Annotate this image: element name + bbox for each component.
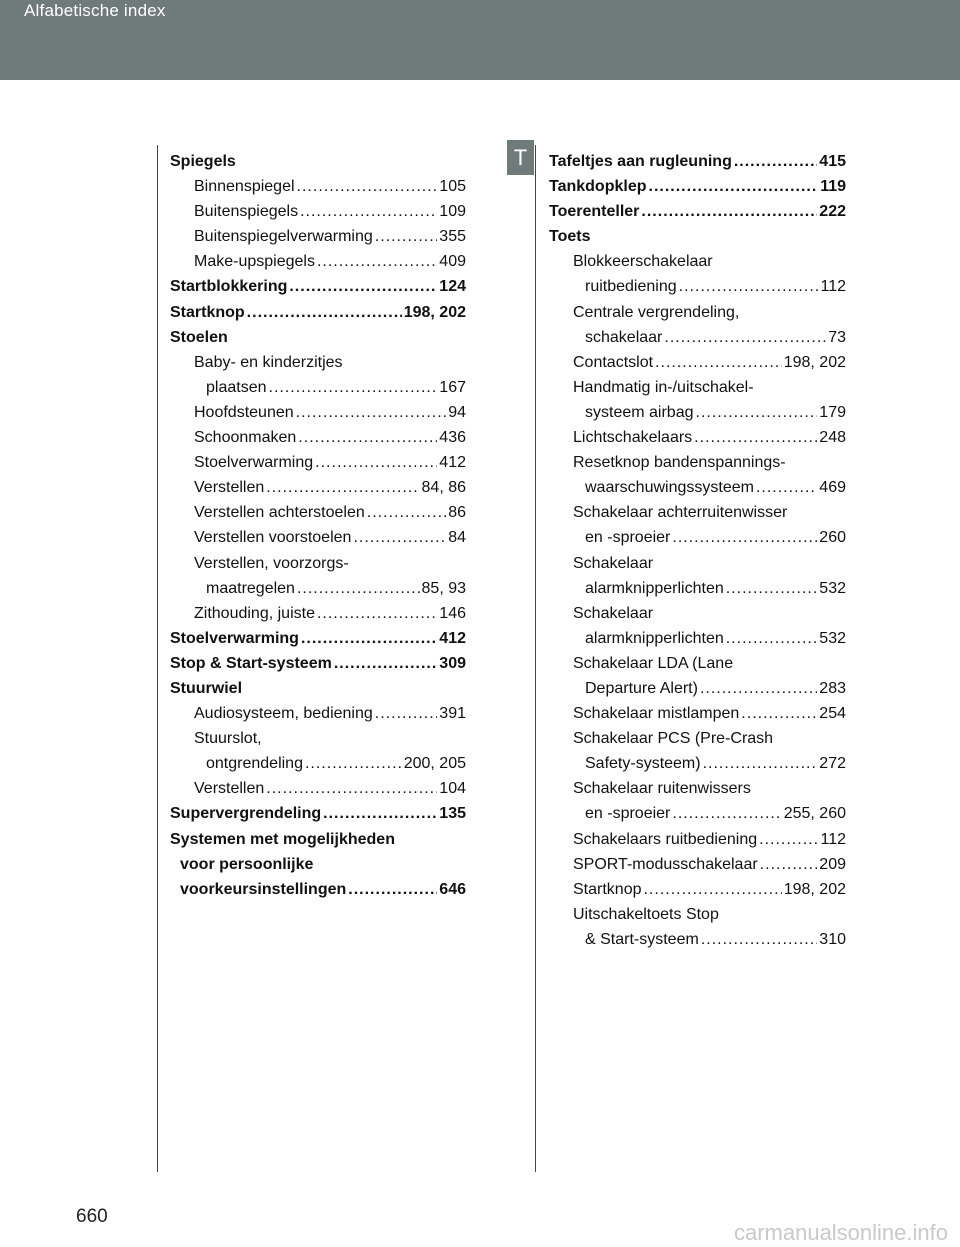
index-page-ref: 209 (819, 855, 846, 873)
dot-leader (734, 149, 817, 174)
dot-leader (315, 450, 437, 475)
index-page-ref: 119 (820, 178, 846, 196)
dot-leader (289, 274, 437, 299)
index-term: alarmknipperlichten (585, 579, 724, 597)
index-entry (549, 852, 846, 877)
index-page-ref: 532 (819, 629, 846, 647)
index-term: Make-upspiegels (194, 253, 315, 271)
letter-tab: T (507, 140, 534, 175)
dot-leader (266, 776, 437, 801)
index-term: Tankdopklep (549, 178, 647, 196)
dot-leader (348, 877, 437, 902)
index-column-right (549, 149, 846, 952)
dot-leader (672, 525, 817, 550)
index-entry (549, 475, 846, 500)
index-entry (170, 450, 466, 475)
column-divider-left (157, 145, 158, 1172)
dot-leader (297, 174, 438, 199)
index-page-ref: 415 (819, 153, 846, 170)
index-term: Schakelaar LDA (Lane (573, 654, 734, 672)
index-term: Tafeltjes aan rugleuning (549, 153, 732, 170)
index-page-ref: 112 (820, 830, 846, 848)
dot-leader (247, 300, 402, 325)
dot-leader (317, 601, 437, 626)
index-term: Handmatig in-/uitschakel- (573, 378, 754, 396)
index-page-ref: 198, 202 (403, 303, 466, 321)
index-term: Audiosysteem, bediening (194, 705, 373, 723)
dot-leader (300, 199, 437, 224)
index-entry (170, 626, 466, 651)
index-entry (549, 902, 846, 927)
index-entry (549, 525, 846, 550)
index-entry (170, 249, 466, 274)
dot-leader (297, 576, 420, 601)
index-entry (549, 249, 846, 274)
index-page-ref: 646 (439, 880, 466, 898)
index-entry (549, 877, 846, 902)
index-term: Startblokkering (170, 278, 288, 296)
index-entry (549, 601, 846, 626)
index-term: voorkeursinstellingen (180, 880, 347, 898)
dot-leader (759, 827, 818, 852)
dot-leader (301, 626, 437, 651)
index-entry (170, 601, 466, 626)
index-term: Hoofdsteunen (194, 403, 294, 421)
dot-leader (741, 701, 817, 726)
index-page-ref: 412 (439, 454, 466, 472)
index-entry (549, 551, 846, 576)
index-page-ref: 355 (439, 228, 466, 246)
index-entry (549, 350, 846, 375)
index-term: Buitenspiegelverwarming (194, 228, 373, 246)
index-term: Zithouding, juiste (194, 604, 315, 622)
index-term: Buitenspiegels (194, 203, 299, 221)
index-term: Stuurwiel (170, 679, 243, 697)
index-entry (549, 651, 846, 676)
index-entry (549, 325, 846, 350)
index-term: Spiegels (170, 153, 236, 170)
dot-leader (726, 626, 818, 651)
index-entry (549, 751, 846, 776)
index-entry (170, 325, 466, 350)
index-page-ref: 469 (819, 479, 846, 497)
dot-leader (655, 350, 782, 375)
index-entry (170, 676, 466, 701)
column-divider-middle (535, 145, 536, 1172)
index-entry (549, 827, 846, 852)
index-term: Departure Alert) (585, 679, 698, 697)
index-term: Startknop (170, 303, 245, 321)
index-page-ref: 124 (439, 278, 466, 296)
index-entry (549, 375, 846, 400)
index-entry (549, 776, 846, 801)
index-page-ref: 198, 202 (783, 353, 846, 371)
index-entry (549, 300, 846, 325)
index-page-ref: 179 (819, 403, 846, 421)
index-term: SPORT-modusschakelaar (573, 855, 758, 873)
index-term: schakelaar (585, 328, 663, 346)
index-term: Resetknop bandenspannings- (573, 454, 786, 472)
index-term: Stoelverwarming (194, 454, 314, 472)
index-page-ref: 105 (439, 178, 466, 196)
index-entry (549, 400, 846, 425)
index-term: Verstellen achterstoelen (194, 504, 365, 522)
dot-leader (760, 852, 818, 877)
index-term: Supervergrendeling (170, 805, 322, 823)
index-term: Toerenteller (549, 203, 640, 221)
index-entry (170, 726, 466, 751)
index-entry (170, 751, 466, 776)
index-page-ref: 109 (439, 203, 466, 221)
index-entry (170, 500, 466, 525)
index-term: Schakelaar mistlampen (573, 705, 740, 723)
index-entry (170, 199, 466, 224)
index-entry (549, 927, 846, 952)
dot-leader (305, 751, 402, 776)
index-page-ref: 391 (439, 705, 466, 723)
dot-leader (700, 676, 817, 701)
index-page-ref: 412 (439, 629, 466, 647)
index-term: Schakelaars ruitbediening (573, 830, 758, 848)
index-page-ref: 200, 205 (403, 755, 466, 773)
index-term: Contactslot (573, 353, 654, 371)
index-term: Stoelen (170, 328, 228, 346)
index-page-ref: 532 (819, 579, 846, 597)
dot-leader (296, 400, 447, 425)
index-term: Schakelaar achterruitenwisser (573, 504, 788, 522)
index-entry (170, 274, 466, 299)
index-term: Schakelaar ruitenwissers (573, 780, 751, 798)
index-term: Verstellen voorstoelen (194, 529, 352, 547)
index-entry (549, 701, 846, 726)
dot-leader (643, 877, 781, 902)
index-entry (170, 350, 466, 375)
index-entry (549, 174, 846, 199)
index-term: en -sproeier (585, 805, 671, 823)
index-entry (170, 375, 466, 400)
index-term: Schoonmaken (194, 429, 297, 447)
index-term: maatregelen (206, 579, 295, 597)
index-entry (170, 877, 466, 902)
index-entry (170, 300, 466, 325)
index-entry (549, 224, 846, 249)
index-page-ref: 222 (819, 203, 846, 221)
index-page-ref: 112 (820, 278, 846, 296)
index-page-ref: 409 (439, 253, 466, 271)
index-page-ref: 260 (819, 529, 846, 547)
index-term: Stop & Start-systeem (170, 654, 332, 672)
index-page-ref: 135 (439, 805, 466, 823)
index-entry (170, 400, 466, 425)
dot-leader (641, 199, 817, 224)
index-entry (170, 827, 466, 852)
index-page-ref: 94 (448, 403, 466, 421)
index-entry (549, 726, 846, 751)
index-term: ruitbediening (585, 278, 677, 296)
dot-leader (649, 174, 819, 199)
dot-leader (726, 576, 818, 601)
dot-leader (334, 651, 437, 676)
index-entry (549, 425, 846, 450)
index-entry (170, 425, 466, 450)
index-entry (170, 651, 466, 676)
dot-leader (367, 500, 446, 525)
index-page-ref: 254 (819, 705, 846, 723)
index-page-ref: 310 (819, 930, 846, 948)
index-entry (549, 801, 846, 826)
dot-leader (269, 375, 438, 400)
index-entry (170, 475, 466, 500)
dot-leader (375, 701, 438, 726)
dot-leader (317, 249, 437, 274)
index-term: Schakelaar (573, 604, 654, 622)
index-term: Verstellen, voorzorgs- (194, 554, 349, 572)
index-entry (170, 525, 466, 550)
index-term: Binnenspiegel (194, 178, 295, 196)
index-entry (549, 500, 846, 525)
index-term: systeem airbag (585, 403, 694, 421)
index-term: voor persoonlijke (180, 855, 314, 873)
index-entry (549, 199, 846, 224)
index-term: en -sproeier (585, 529, 671, 547)
index-term: Systemen met mogelijkheden (170, 830, 395, 848)
dot-leader (266, 475, 419, 500)
index-page-ref: 85, 93 (421, 579, 466, 597)
dot-leader (375, 224, 438, 249)
index-entry (170, 801, 466, 826)
dot-leader (672, 801, 781, 826)
index-term: Verstellen (194, 780, 265, 798)
index-page-ref: 167 (439, 378, 466, 396)
index-term: Uitschakeltoets Stop (573, 905, 719, 923)
index-term: Stuurslot, (194, 730, 262, 748)
dot-leader (756, 475, 817, 500)
index-entry (170, 551, 466, 576)
index-page-ref: 104 (439, 780, 466, 798)
index-entry (170, 852, 466, 877)
index-term: Stoelverwarming (170, 629, 299, 647)
index-term: Blokkeerschakelaar (573, 253, 713, 271)
index-page-ref: 309 (439, 654, 466, 672)
dot-leader (664, 325, 826, 350)
index-entry (170, 701, 466, 726)
header-band (0, 0, 960, 80)
index-term: Verstellen (194, 479, 265, 497)
index-page-ref: 146 (439, 604, 466, 622)
index-term: Toets (549, 228, 591, 246)
index-page-ref: 283 (819, 679, 846, 697)
index-page-ref: 73 (828, 328, 846, 346)
index-term: Schakelaar PCS (Pre-Crash (573, 730, 774, 748)
watermark: carmanualsonline.info (733, 1220, 948, 1245)
index-entry (549, 149, 846, 174)
index-page-ref: 248 (819, 429, 846, 447)
index-entry (170, 224, 466, 249)
index-term: Centrale vergrendeling, (573, 303, 740, 321)
index-term: Baby- en kinderzitjes (194, 353, 343, 371)
index-term: alarmknipperlichten (585, 629, 724, 647)
dot-leader (298, 425, 437, 450)
index-page-ref: 84, 86 (421, 479, 466, 497)
index-page-ref: 436 (439, 429, 466, 447)
index-page-ref: 255, 260 (783, 805, 846, 823)
index-term: waarschuwingssysteem (585, 479, 754, 497)
index-entry (549, 274, 846, 299)
index-entry (549, 450, 846, 475)
page-number: 660 (76, 1206, 108, 1227)
index-term: plaatsen (206, 378, 267, 396)
index-entry (549, 576, 846, 601)
index-page-ref: 272 (819, 755, 846, 773)
dot-leader (679, 274, 819, 299)
index-entry (549, 676, 846, 701)
index-page-ref: 86 (448, 504, 466, 522)
index-term: & Start-systeem (585, 930, 699, 948)
index-entry (170, 576, 466, 601)
index-entry (170, 149, 466, 174)
index-entry (549, 626, 846, 651)
index-entry (170, 174, 466, 199)
dot-leader (353, 525, 446, 550)
dot-leader (694, 425, 817, 450)
index-term: ontgrendeling (206, 755, 303, 773)
dot-leader (323, 801, 437, 826)
index-page-ref: 198, 202 (783, 880, 846, 898)
dot-leader (703, 751, 818, 776)
index-entry (170, 776, 466, 801)
index-term: Startknop (573, 880, 642, 898)
dot-leader (701, 927, 817, 952)
index-page-ref: 84 (448, 529, 466, 547)
index-column-left (170, 149, 466, 902)
dot-leader (696, 400, 818, 425)
index-term: Schakelaar (573, 554, 654, 572)
index-term: Lichtschakelaars (573, 429, 693, 447)
section-title: Alfabetische index (24, 1, 166, 20)
index-term: Safety-systeem) (585, 755, 701, 773)
